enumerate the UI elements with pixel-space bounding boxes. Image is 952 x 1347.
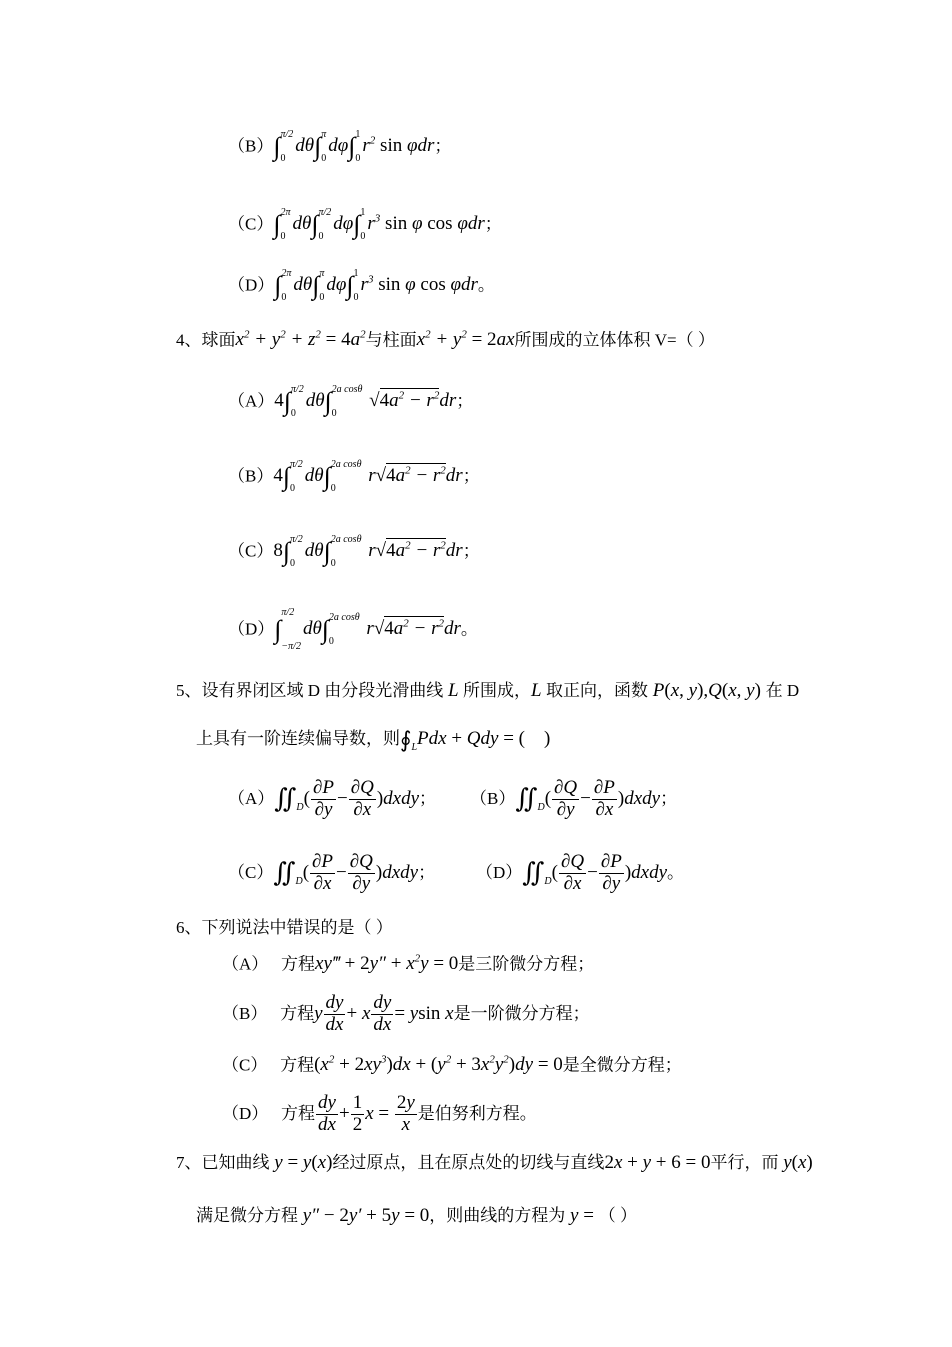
formula: $(x^2 + 2xy^3)dx + (y^2 + 3x^2y^2)dy = 0$ [314,1054,563,1076]
q5-option-b [470,778,677,821]
question-number: 4、 [176,330,202,350]
q5-option-c [228,852,435,895]
stem-text: 设有界闭区域 D 由分段光滑曲线 [201,681,444,700]
q5-stem-line2 [196,728,550,751]
option-pre: 方程 [281,954,316,974]
answer-symbol: y = [565,1205,594,1226]
stem-text: 上具有一阶连续偏导数，则 [196,729,400,748]
q4-option-a [228,385,473,419]
option-label: （A） [222,954,269,974]
q7-stem-line2 [196,1205,637,1228]
stem-text: 与柱面 [365,330,417,350]
option-pre: 方程 [280,1003,315,1023]
stem-text: 满足微分方程 [196,1206,298,1225]
option-post: 是伯努利方程。 [417,1103,537,1123]
formula: 8∫ π/2 0 dθ∫ 2a cosθ 0 $r√4a^2 - r^2dr$ [273,534,463,569]
formula: 4∫ π/2 0 dθ∫ 2a cosθ 0 $r√4a^2 - r^2dr$ [273,459,463,494]
line-integral: $∮_LPdx$ + Qdy = ( ) [400,726,551,753]
option-post: 是全微分方程； [562,1055,682,1075]
option-end: ； [418,862,436,882]
formula: $∬_D$( $\frac{\partial Q}{\partial y}$ − $\frac{\partial P}{\partial x}$ )dxdy [515,777,661,820]
curve-symbol: L [443,680,464,701]
stem-text: 平行，而 [710,1153,779,1172]
stem-text: 经过原点，且在原点处的切线与直线 [332,1153,605,1172]
q3-option-c [228,208,502,242]
option-label: （D） [228,275,275,295]
question-number: 5、 [176,681,202,700]
option-label: （A） [228,788,275,808]
differential-equation: y″ − 2y′ + 5y = 0 [298,1205,430,1226]
formula: $∬_D$( $\frac{\partial P}{\partial y}$ − $\frac{\partial Q}{\partial x}$ )dxdy [274,777,420,820]
q6-option-c [222,1054,682,1077]
stem-text: ，则曲线的方程为 [429,1206,566,1225]
formula: y $\frac{dy}{dx}$ + x $\frac{dy}{dx}$ = ysin x [314,992,454,1035]
sphere-equation: $x^2 + y^2 + z^2 = 4a^2$ [235,329,366,351]
formula: ∫ π/2 0 dθ∫ π 0 dφ∫ 1 0 $r^2$ sin φdr [273,129,435,164]
curve-symbol: L [531,680,546,701]
stem-text: 所围成， [463,681,532,700]
option-label: （C） [228,862,274,882]
q4-option-b [228,460,480,494]
q6-option-b [222,993,590,1036]
formula: ∫ π/2 −π/2 dθ∫ 2a cosθ 0 $r√4a^2 - r^2dr$ [274,607,461,652]
question-number: 6、 [176,918,202,937]
stem-text: 所围成的立体体积 V=（ ） [514,330,715,350]
option-label: （A） [228,391,275,411]
option-label: （C） [222,1055,268,1075]
option-end: ； [660,788,678,808]
stem-text: 在 D [765,681,800,700]
option-pre: 方程 [281,1103,316,1123]
option-end: 。 [477,275,495,295]
option-end: ； [484,214,502,234]
option-label: （B） [228,466,274,486]
functions: P(x, y),Q(x, y) [648,680,761,701]
option-label: （B） [228,136,274,156]
q4-option-c [228,535,480,569]
q7-stem-line1 [176,1152,813,1175]
q6-option-d [222,1093,537,1136]
option-end: ； [419,788,437,808]
formula: 4∫ π/2 0 dθ∫ 2a cosθ 0 $√4a^2 - r^2dr$ [274,384,457,419]
option-end: ； [462,541,480,561]
q3-option-b [228,130,451,164]
q5-option-d [476,852,684,895]
option-label: （D） [228,619,275,639]
option-post: 是一阶微分方程； [453,1003,590,1023]
q5-stem-line1 [176,680,799,703]
stem-text: 已知曲线 [201,1153,270,1172]
q4-stem [176,329,715,352]
q3-option-d [228,269,495,303]
formula: xy‴ + $2y'' + x^2y = 0$ [315,953,459,975]
function-symbol: y(x) [778,1152,813,1173]
question-number: 7、 [176,1153,202,1172]
q6-option-a [222,953,594,976]
stem-text: （ ） [598,1206,637,1225]
option-end: 。 [667,862,685,882]
option-label: （D） [476,862,523,882]
formula: $∬_D$( $\frac{\partial P}{\partial x}$ − $\frac{\partial Q}{\partial y}$ )dxdy [273,851,419,894]
q4-option-d [228,608,478,652]
option-end: 。 [460,619,478,639]
option-end: ； [462,466,480,486]
option-label: （B） [222,1003,268,1023]
option-label: （B） [470,788,516,808]
stem-text: 下列说法中错误的是（ ） [201,918,393,937]
cylinder-equation: $x^2 + y^2 = 2ax$ [416,329,515,351]
option-end: ； [456,391,474,411]
line-equation: 2x + y + 6 = 0 [604,1152,711,1173]
formula: $\frac{dy}{dx}$ + $\frac{1}{2}$ x = $\frac{2y}{x}$ [318,1092,415,1135]
stem-text: 取正向，函数 [546,681,648,700]
option-post: 是三阶微分方程； [458,954,595,974]
q6-stem [176,918,393,938]
option-label: （C） [228,214,274,234]
option-label: （D） [222,1103,269,1123]
q5-option-a [228,778,436,821]
option-pre: 方程 [280,1055,315,1075]
option-end: ； [434,136,452,156]
formula: $∬_D$( $\frac{\partial Q}{\partial x}$ − $\frac{\partial P}{\partial y}$ )dxdy [522,851,668,894]
formula: ∫ 2π 0 dθ∫ π 0 dφ∫ 1 0 $r^3$ sin φ cos φdr [274,268,478,303]
formula: ∫ 2π 0 dθ∫ π/2 0 dφ∫ 1 0 $r^3$ sin φ cos φdr [273,207,485,242]
curve-equation: y = y(x) [269,1152,333,1173]
stem-text: 球面 [201,330,236,350]
option-label: （C） [228,541,274,561]
